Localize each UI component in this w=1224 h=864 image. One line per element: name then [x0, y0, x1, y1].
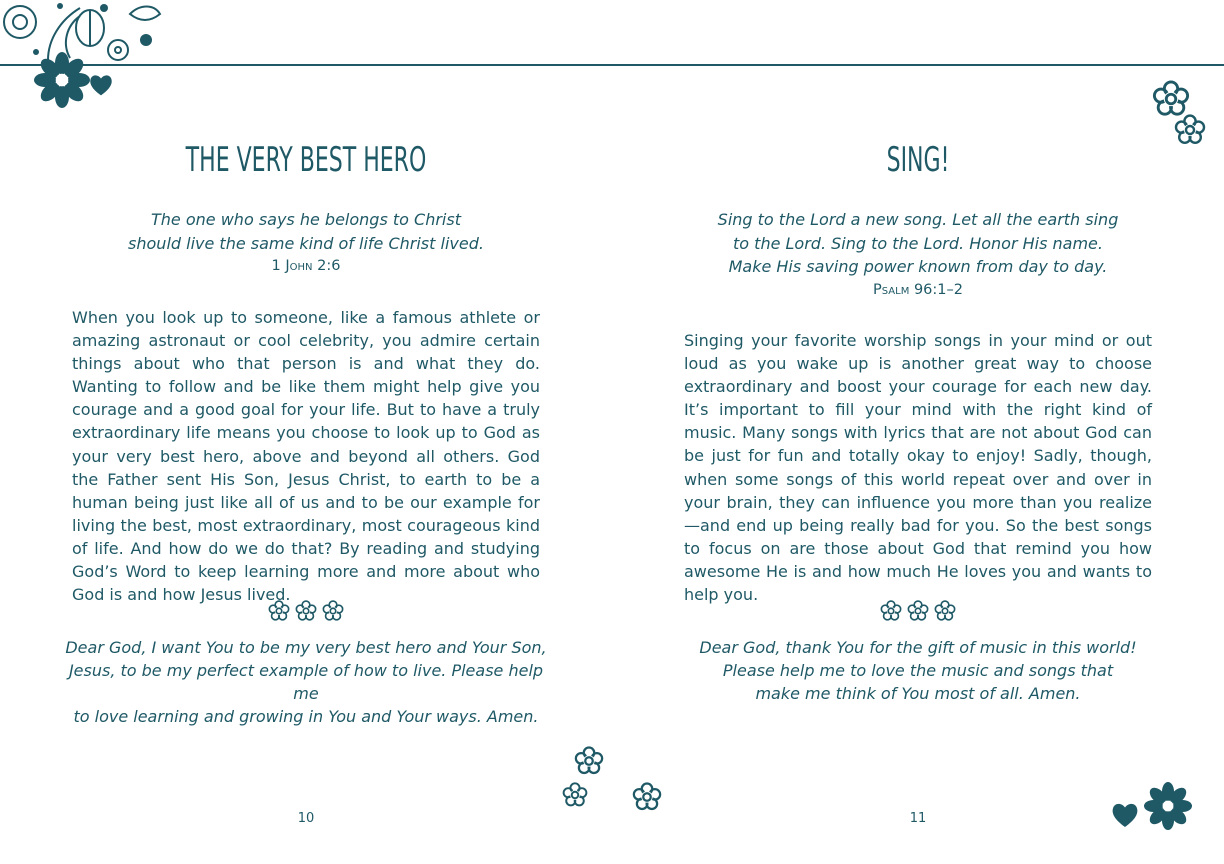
page-title: SING!	[886, 140, 950, 180]
prayer-line: to love learning and growing in You and Your ways. Amen.	[73, 707, 539, 726]
prayer-line: Dear God, I want You to be my very best hero and Your Son,	[65, 638, 547, 657]
prayer-line: make me think of You most of all. Amen.	[755, 684, 1081, 703]
verse-reference: Psalm 96:1–2	[873, 281, 963, 298]
body-paragraph: Singing your favorite worship songs in your mind or out loud as you wake up is another great way to choose extraordinary and boost your courage for each new day. It’s important to fill your mind with the right kind of music. Many songs with lyrics that are not about God can be just for fun and totally okay to enjoy! Sadly, though, when some songs of this world repeat over and over in your brain, they can influence you more than you realize—and end up being really bad for you. So the best songs to focus on are those about God that remind you how awesome He is and how much He loves you and wants to help you.	[684, 331, 1152, 605]
verse-line: The one who says he belongs to Christ	[151, 210, 461, 229]
flower-outline-icon	[268, 600, 290, 622]
scripture-verse	[60, 208, 552, 279]
prayer-line: Jesus, to be my perfect example of how to live. Please help me	[68, 661, 544, 703]
flower-outline-icon	[880, 600, 902, 622]
section-divider	[612, 600, 1224, 624]
verse-line: to the Lord. Sing to the Lord. Honor His name.	[733, 233, 1103, 253]
page-number: 11	[909, 811, 927, 826]
right-page	[612, 0, 1224, 864]
page-number: 10	[297, 811, 315, 826]
prayer-line: Please help me to love the music and songs that	[722, 661, 1114, 680]
prayer	[56, 636, 556, 728]
flower-outline-icon	[322, 600, 344, 622]
flower-outline-icon	[907, 600, 929, 622]
verse-line: should live the same kind of life Christ lived.	[128, 233, 484, 253]
flower-outline-icon	[295, 600, 317, 622]
prayer	[668, 636, 1168, 705]
verse-line: Sing to the Lord a new song. Let all the earth sing	[717, 210, 1119, 229]
verse-line: Make His saving power known from day to day.	[728, 257, 1108, 276]
flower-outline-icon	[934, 600, 956, 622]
verse-reference: 1 John 2:6	[271, 258, 341, 274]
prayer-line: Dear God, thank You for the gift of music in this world!	[699, 638, 1137, 657]
body-paragraph: When you look up to someone, like a famous athlete or amazing astronaut or cool celebrity, you admire certain things about who that person is and what they do. Wanting to follow and be like them might help give you courage and a good goal for your life. But to have a truly extraordinary life means you choose to look up to God as your very best hero, above and beyond all others. God the Father sent His Son, Jesus Christ, to earth to be a human being just like all of us and to be our example for living the best, most extraordinary, most courageous kind of life. And how do we do that? By reading and studying God’s Word to keep learning more and more about who God is and how Jesus lived.	[72, 308, 540, 605]
scripture-verse	[672, 208, 1164, 302]
page-title: THE VERY BEST HERO	[185, 140, 427, 180]
section-divider	[0, 600, 612, 624]
